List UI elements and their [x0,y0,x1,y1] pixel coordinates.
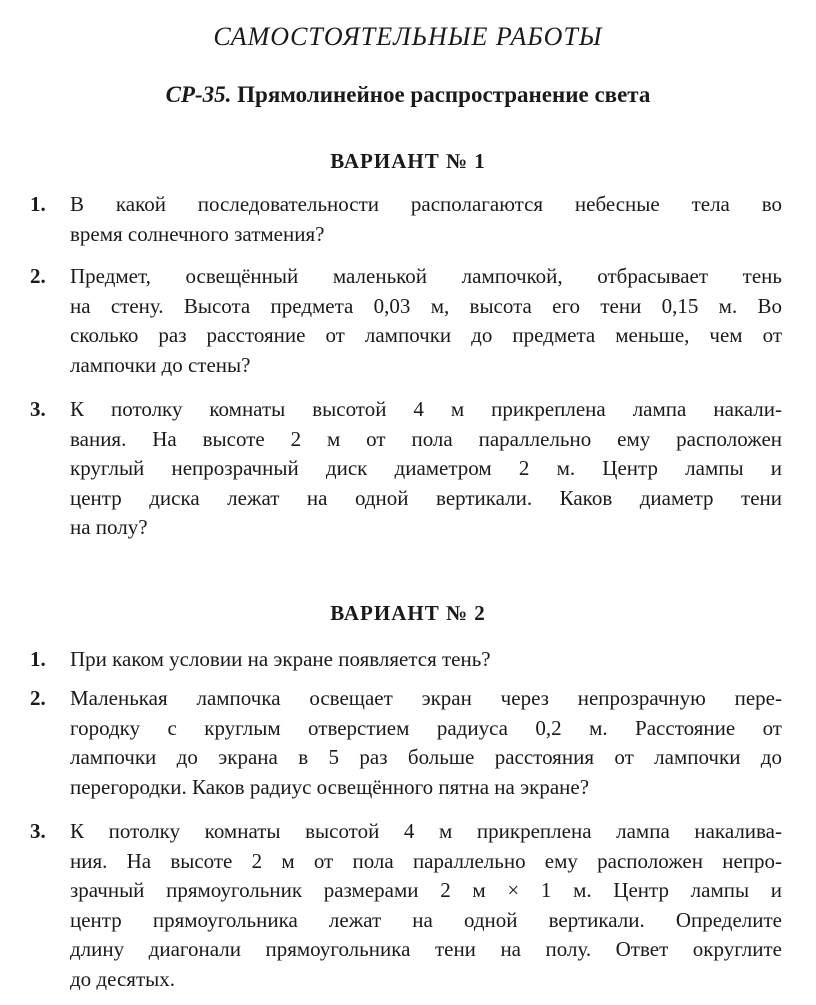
task-number: 3. [30,819,46,843]
task-line: центр прямоугольника лежат на одной вертикали. Определите [70,907,782,932]
task-line: Предмет, освещённый маленькой лампочкой, отбрасывает тень [70,264,782,288]
task-line: При каком условии на экране появляется тень? [70,647,491,671]
task-line: вания. На высоте 2 м от пола параллельно ему расположен [70,426,782,451]
task-line: время солнечного затмения? [70,221,325,246]
task-line: К потолку комнаты высотой 4 м прикреплена лампа накали- [70,397,782,421]
task-line: ния. На высоте 2 м от пола параллельно ему расположен непро- [70,848,782,873]
task-line: городку с круглым отверстием радиуса 0,2 м. Расстояние от [70,715,782,740]
task-number: 1. [30,192,46,216]
task-number: 2. [30,264,46,288]
task-line: В какой последовательности располагаются небесные тела во [70,192,782,216]
task-line: К потолку комнаты высотой 4 м прикреплена лампа накалива- [70,819,782,843]
task-line: перегородки. Каков радиус освещённого пятна на экране? [70,774,590,799]
task-line: зрачный прямоугольник размерами 2 м × 1 м. Центр лампы и [70,878,782,902]
task-line: круглый непрозрачный диск диаметром 2 м. Центр лампы и [70,456,782,480]
variant-2-title: ВАРИАНТ № 2 [330,601,486,625]
task-line: сколько раз расстояние от лампочки до предмета меньше, чем от [70,323,782,347]
task-text [70,262,782,380]
task-line: на стену. Высота предмета 0,03 м, высота его тени 0,15 м. Во [70,293,782,318]
task-line: лампочки до экрана в 5 раз больше расстояния от лампочки до [70,745,782,769]
task-text [70,395,782,543]
task-text [70,817,782,994]
work-code: СР-35. [165,82,232,107]
task-line: на полу? [70,515,148,539]
task-line: длину диагонали прямоугольника тени на полу. Ответ округлите [70,937,782,961]
task-line: лампочки до стены? [70,352,251,377]
work-title-text: Прямолинейное распространение света [237,82,651,107]
task-text [70,645,782,675]
task-text [70,684,782,802]
task-line: Маленькая лампочка освещает экран через непрозрачную пере- [70,686,782,710]
task-text [70,190,782,249]
task-number: 1. [30,647,46,671]
section-title: САМОСТОЯТЕЛЬНЫЕ РАБОТЫ [213,22,603,51]
variant-1-title: ВАРИАНТ № 1 [330,149,486,173]
task-number: 3. [30,397,46,421]
task-number: 2. [30,686,46,710]
task-line: центр диска лежат на одной вертикали. Каков диаметр тени [70,485,782,510]
work-title [0,82,816,108]
task-line: до десятых. [70,966,175,991]
